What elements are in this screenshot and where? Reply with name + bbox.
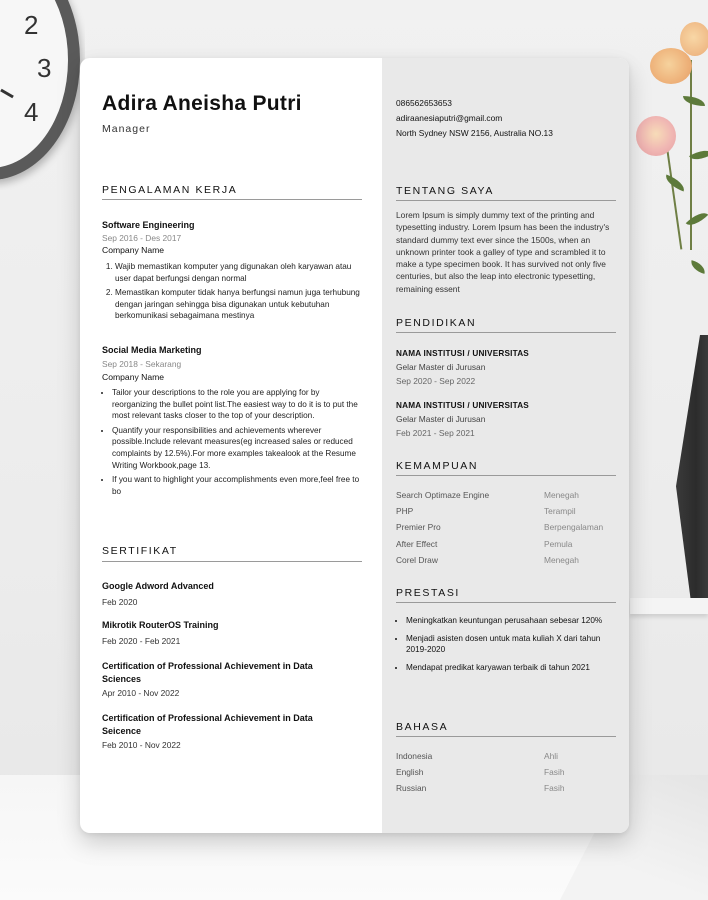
contact-email: adiraanesiaputri@gmail.com <box>396 113 503 123</box>
language-level: Fasih <box>544 767 565 777</box>
certificate-name: Google Adword Advanced <box>102 581 214 591</box>
education-institution: NAMA INSTITUSI / UNIVERSITAS <box>396 401 529 410</box>
resume-name: Adira Aneisha Putri <box>102 92 302 115</box>
job-company: Company Name <box>102 245 165 255</box>
clock-number-3: 3 <box>37 53 52 83</box>
job-title: Social Media Marketing <box>102 345 202 355</box>
section-divider <box>102 199 362 200</box>
education-degree: Gelar Master di Jurusan <box>396 414 486 424</box>
section-divider <box>396 200 616 201</box>
certificate-name: Certification of Professional Achievement in Data Sciences <box>102 661 313 684</box>
experience-heading: PENGALAMAN KERJA <box>102 184 238 196</box>
language-level: Ahli <box>544 751 558 761</box>
job-duty-item: • Tailor your descriptions to the role you are applying for by reorganizing the bullet point list.The easiest way to do it is to put the most relevant tasks closer to the top of your description. <box>112 387 360 422</box>
skill-name: PHP <box>396 506 414 516</box>
education-dates: Sep 2020 - Sep 2022 <box>396 376 476 386</box>
certificate-date: Feb 2010 - Nov 2022 <box>102 740 181 750</box>
contact-phone: 086562653653 <box>396 98 452 108</box>
skill-level: Berpengalaman <box>544 522 604 532</box>
job-dates: Sep 2018 - Sekarang <box>102 359 182 369</box>
flower-blossom <box>680 22 708 56</box>
job-company: Company Name <box>102 372 165 382</box>
achievements-heading: PRESTASI <box>396 587 460 599</box>
section-divider <box>396 602 616 603</box>
resume-sidebar <box>382 58 629 833</box>
job-duty-item: • Quantify your responsibilities and achievements wherever possible.Include relevant measures(eg increased sales or reduced complaints by 12.5%).For more examples takealook at the Resume Writing Workbook,page 13. <box>112 425 360 471</box>
wall-clock <box>0 0 85 190</box>
skill-name: After Effect <box>396 539 438 549</box>
section-divider <box>102 561 362 562</box>
section-divider <box>396 332 616 333</box>
education-degree: Gelar Master di Jurusan <box>396 362 486 372</box>
skill-name: Corel Draw <box>396 555 438 565</box>
clock-number-2: 2 <box>24 10 39 40</box>
language-level: Fasih <box>544 783 565 793</box>
education-heading: PENDIDIKAN <box>396 317 477 329</box>
achievement-item: • Meningkatkan keuntungan perusahaan sebesar 120% <box>406 615 614 627</box>
certificate-name: Certification of Professional Achievement in Data Seicence <box>102 713 313 736</box>
job-duties-list <box>102 387 360 500</box>
skill-name: Search Optimaze Engine <box>396 490 490 500</box>
flower-blossom <box>636 116 676 156</box>
contact-address: North Sydney NSW 2156, Australia NO.13 <box>396 128 553 138</box>
clock-number-4: 4 <box>24 97 39 127</box>
language-name: English <box>396 767 424 777</box>
certificate-date: Feb 2020 <box>102 597 138 607</box>
achievement-item: • Mendapat predikat karyawan terbaik di tahun 2021 <box>406 662 614 674</box>
skill-level: Terampil <box>544 506 576 516</box>
shelf <box>630 598 708 614</box>
job-title: Software Engineering <box>102 220 195 230</box>
job-duty-item: • If you want to highlight your accomplishments even more,feel free to bo <box>112 474 360 497</box>
language-name: Russian <box>396 783 427 793</box>
languages-heading: BAHASA <box>396 721 449 733</box>
skills-heading: KEMAMPUAN <box>396 460 479 472</box>
education-institution: NAMA INSTITUSI / UNIVERSITAS <box>396 349 529 358</box>
job-duties-list <box>102 261 360 325</box>
education-dates: Feb 2021 - Sep 2021 <box>396 428 475 438</box>
resume-role: Manager <box>102 123 151 135</box>
skill-level: Menegah <box>544 555 579 565</box>
achievements-list <box>396 615 614 676</box>
skill-level: Pemula <box>544 539 573 549</box>
certificates-heading: SERTIFIKAT <box>102 545 178 557</box>
skill-level: Menegah <box>544 490 579 500</box>
about-text: Lorem Ipsum is simply dummy text of the printing and typesetting industry. Lorem Ipsum has been the industry's standard dummy text ever since the 1500s, when an unknown printer took a galley of type and scrambled it to make a type specimen book. It has survived not only five centuries, but also the leap into electronic typesetting, remaining essent <box>396 210 610 294</box>
language-name: Indonesia <box>396 751 433 761</box>
job-dates: Sep 2016 - Des 2017 <box>102 233 182 243</box>
flower-blossom <box>650 48 692 84</box>
job-duty-item: 2. Memastikan komputer tidak hanya berfungsi namun juga terhubung dengan jaringan sehingga bisa digunakan untuk kebutuhan berkomunikasi sebagaimana mestinya <box>115 287 360 322</box>
about-heading: TENTANG SAYA <box>396 185 494 197</box>
certificate-date: Apr 2010 - Nov 2022 <box>102 688 180 698</box>
certificate-date: Feb 2020 - Feb 2021 <box>102 636 181 646</box>
job-duty-item: 1. Wajib memastikan komputer yang digunakan oleh karyawan atau user dapat berfungsi dengan normal <box>115 261 360 284</box>
achievement-item: • Menjadi asisten dosen untuk mata kuliah X dari tahun 2019-2020 <box>406 633 614 656</box>
section-divider <box>396 736 616 737</box>
section-divider <box>396 475 616 476</box>
resume-sheet <box>80 58 629 833</box>
skill-name: Premier Pro <box>396 522 441 532</box>
certificate-name: Mikrotik RouterOS Training <box>102 620 219 630</box>
